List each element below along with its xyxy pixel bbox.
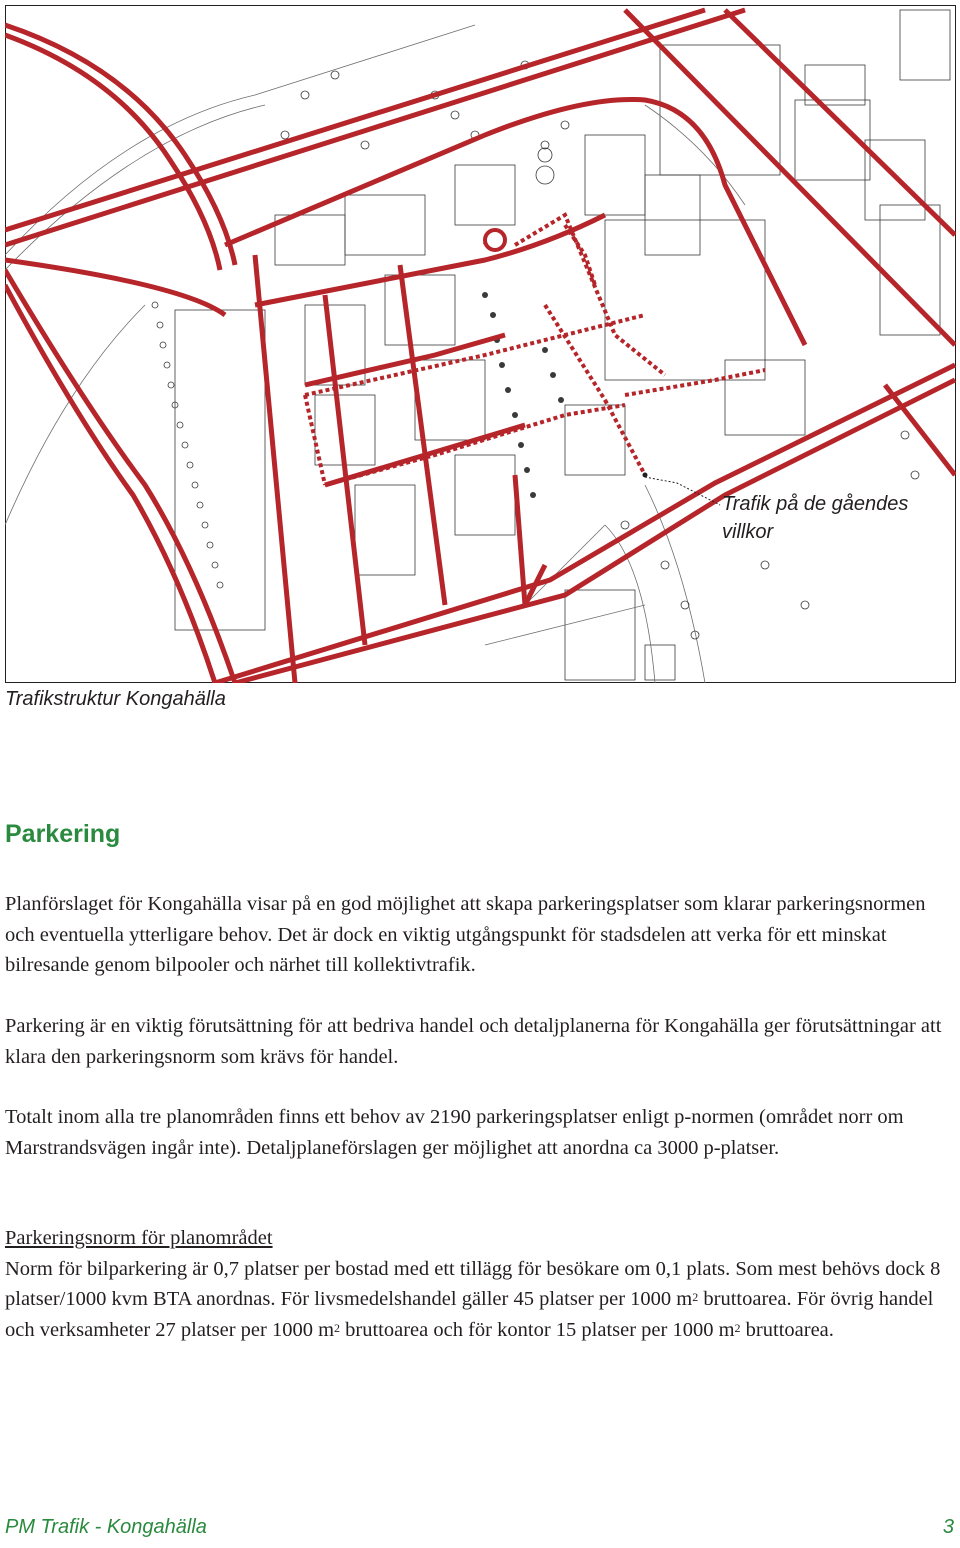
map-annotation (722, 490, 908, 546)
p4-text-c: bruttoarea och för kontor 15 platser per 1000 m (340, 1318, 735, 1341)
p4-sup-2: 2 (334, 1320, 341, 1335)
paragraph-2: Parkering är en viktig förutsättning för att bedriva handel och detaljplanerna för Kongahälla ger förutsättningar att klara den parkeringsnorm som krävs för handel. (5, 1015, 942, 1068)
section-heading: Parkering (5, 820, 121, 848)
page-number: 3 (942, 1516, 954, 1538)
roundabout (485, 230, 505, 250)
p4-sup-1: 2 (692, 1290, 699, 1304)
p4-text-a: Norm för bilparkering är 0,7 platser per bostad med ett tillägg för besökare om 0,1 plats. Som mest behövs dock 8 platser/1000 kvm BTA anordnas. För livsmedelshandel gäller 45 platser per 1000 m (5, 1257, 941, 1310)
map-annotation-line1: Trafik på de gåendes (722, 493, 909, 515)
paragraph-3: Totalt inom alla tre planområden finns ett behov av 2190 parkeringsplatser enligt p-normen (området norr om Marstrandsvägen ingår inte). Detaljplaneförslagen ger möjlighet att anordna ca 3000 p-platser. (5, 1106, 904, 1159)
p4-text-d: bruttoarea. (740, 1318, 834, 1341)
footer-title: PM Trafik - Kongahälla (5, 1516, 207, 1538)
paragraph-4 (5, 1223, 955, 1345)
traffic-structure-map (5, 5, 956, 683)
p4-text-b: bruttoarea. För övrig handel och verksamheter 27 platser per 1000 m (5, 1288, 934, 1341)
paragraph-1: Planförslaget för Kongahälla visar på en god möjlighet att skapa parkeringsplatser som klarar parkeringsnormen och eventuella ytterligare behov. Det är dock en viktig utgångspunkt för stadsdelen att verka för ett minskat bilresande genom bilpooler och närhet till kollektivtrafik. (5, 893, 926, 976)
map-annotation-line2: villkor (722, 521, 774, 543)
p4-sup-3: 2 (734, 1320, 741, 1335)
subheading: Parkeringsnorm för planområdet (5, 1227, 273, 1249)
figure-caption: Trafikstruktur Kongahälla (5, 688, 226, 710)
